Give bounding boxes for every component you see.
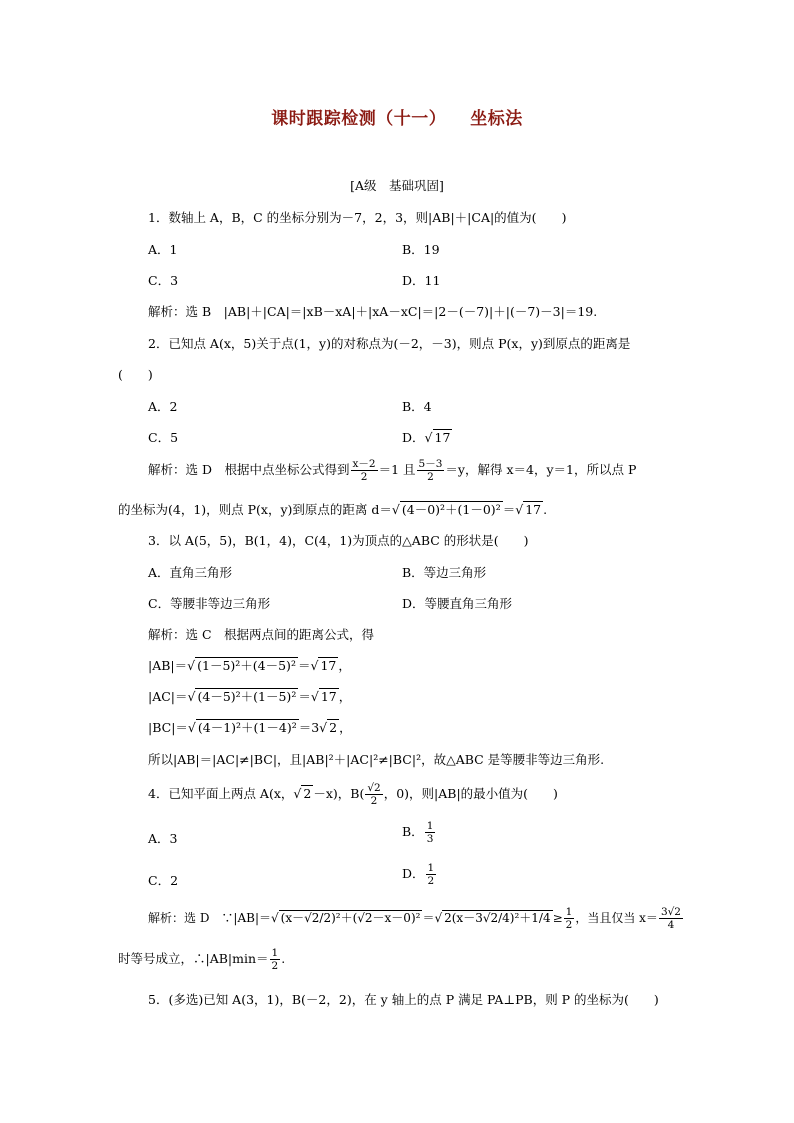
- q4-option-d: D． $\frac{1}{2}$: [402, 862, 435, 887]
- fraction: $\frac{x-2}{2}$: [352, 458, 376, 483]
- q3-ab-distance: |AB|＝√ (1－5)²＋(4－5)² ＝√ 17 ，: [148, 658, 351, 673]
- q2-option-d: D．√ 17: [402, 430, 451, 445]
- q1-option-c: C．3: [148, 273, 179, 288]
- q3-conclusion: 所以|AB|＝|AC|≠|BC|，且|AB|²＋|AC|²≠|BC|²，故△ABC 是等腰非等边三角形.: [148, 752, 605, 767]
- title-topic: 坐标法: [470, 109, 523, 129]
- q3-option-a: A．直角三角形: [148, 565, 233, 580]
- fraction: $\frac{1}{2}$: [427, 862, 435, 887]
- q1-option-d: D．11: [402, 273, 441, 288]
- q4-option-b: B． $\frac{1}{3}$: [402, 820, 434, 845]
- q3-option-c: C．等腰非等边三角形: [148, 596, 271, 611]
- q5-stem: 5．(多选)已知 A(3，1)，B(－2，2)，在 y 轴上的点 P 满足 PA⊥PB，则 P 的坐标为( ): [148, 992, 659, 1007]
- fraction: $\frac{3√2}{4}$: [660, 906, 681, 931]
- q2-option-c: C．5: [148, 430, 179, 445]
- q2-stem-cont: ( ): [118, 367, 153, 382]
- title-main: 课时跟踪检测（十一）: [271, 109, 447, 129]
- fraction: $\frac{1}{2}$: [271, 947, 279, 972]
- q1-stem: 1．数轴上 A，B，C 的坐标分别为－7，2，3，则|AB|＋|CA|的值为( ): [148, 210, 567, 225]
- q2-option-a: A．2: [148, 399, 178, 414]
- q3-option-b: B．等边三角形: [402, 565, 487, 580]
- fraction: $\frac{√2}{2}$: [367, 782, 381, 807]
- fraction: $\frac{1}{3}$: [426, 820, 434, 845]
- q4-stem: 4．已知平面上两点 A(x，√ 2 －x)，B( $\frac{√2}{2}$ ，0)，则|AB|的最小值为( ): [148, 782, 558, 807]
- q4-option-c: C．2: [148, 873, 179, 888]
- q2-option-b: B．4: [402, 399, 432, 414]
- q2-stem: 2．已知点 A(x，5)关于点(1，y)的对称点为(－2，－3)，则点 P(x，y)到原点的距离是: [148, 336, 631, 351]
- fraction: $\frac{1}{2}$: [565, 906, 573, 931]
- q3-stem: 3．以 A(5，5)，B(1，4)，C(4，1)为顶点的△ABC 的形状是( ): [148, 533, 529, 548]
- fraction: $\frac{5-3}{2}$: [418, 458, 443, 483]
- q4-analysis: 解析：选 D ∵|AB|＝√ (x－√2/2)²＋(√2－x－0)² ＝√ 2(x－3√2/4)²＋1/4 ≥ $\frac{1}{2}$ ，当且仅当 x＝ $\frac{3√2}{4}$: [148, 906, 681, 931]
- q4-analysis-end: 时等号成立，∴|AB|min＝ $\frac{1}{2}$ .: [118, 947, 286, 972]
- q2-analysis-line2: 的坐标为(4，1)，则点 P(x，y)到原点的距离 d＝√ (4－0)²＋(1－0)² ＝√ 17 .: [118, 502, 548, 517]
- page-title: [0, 104, 794, 129]
- section-level-label: [A级 基础巩固]: [350, 178, 444, 193]
- q1-option-b: B．19: [402, 242, 440, 257]
- q2-analysis-line1: 解析：选 D 根据中点坐标公式得到 $\frac{x-2}{2}$ ＝1 且 $\frac{5-3}{2}$ ＝y，解得 x＝4，y＝1，所以点 P: [148, 458, 637, 483]
- q3-option-d: D．等腰直角三角形: [402, 596, 513, 611]
- q1-analysis: 解析：选 B |AB|＋|CA|＝|xB－xA|＋|xA－xC|＝|2－(－7)|＋|(－7)－3|＝19.: [148, 304, 598, 319]
- q1-option-a: A．1: [148, 242, 178, 257]
- q3-analysis: 解析：选 C 根据两点间的距离公式，得: [148, 627, 375, 642]
- q3-ac-distance: |AC|＝√ (4－5)²＋(1－5)² ＝√ 17 ，: [148, 689, 352, 704]
- q4-option-a: A．3: [148, 831, 178, 846]
- q3-bc-distance: |BC|＝√ (4－1)²＋(1－4)² ＝3√ 2 ，: [148, 720, 352, 735]
